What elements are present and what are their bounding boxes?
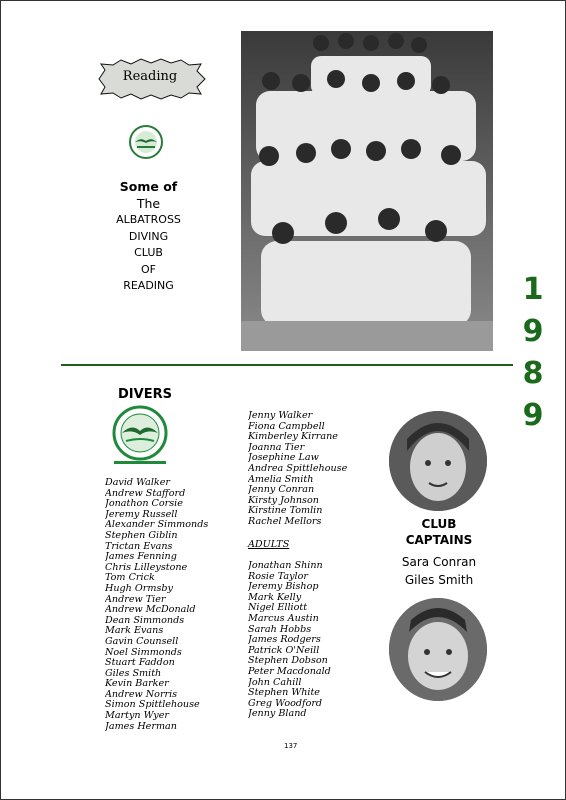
list-item: Noel Simmonds bbox=[105, 647, 182, 658]
list-item: Tom Crick bbox=[105, 573, 155, 584]
badge-label: Reading bbox=[122, 69, 178, 84]
title-line: The bbox=[136, 195, 161, 211]
albatross-badge-icon bbox=[129, 125, 163, 159]
title-line: READING bbox=[123, 279, 174, 292]
list-item: Hugh Ormsby bbox=[105, 583, 173, 594]
list-item: Jonathon Corsie bbox=[105, 499, 183, 510]
list-item: Fiona Campbell bbox=[248, 421, 325, 432]
club-title bbox=[101, 179, 196, 295]
divers-list bbox=[105, 478, 208, 732]
list-item: Mark Evans bbox=[105, 626, 164, 637]
list-item: John Cahill bbox=[248, 677, 302, 688]
list-item: Andrew Stafford bbox=[105, 488, 186, 499]
list-item: Stephen White bbox=[248, 688, 320, 699]
year-vertical bbox=[519, 269, 547, 437]
divers-list-2 bbox=[248, 411, 355, 528]
title-line: DIVING bbox=[128, 229, 169, 243]
year-digit: 9 bbox=[522, 398, 544, 433]
list-item: Dean Simmonds bbox=[105, 615, 185, 626]
list-item: Simon Spittlehouse bbox=[105, 700, 200, 711]
list-item: Joanna Tier bbox=[248, 442, 305, 453]
list-item: Marcus Austin bbox=[248, 613, 319, 624]
adults-heading: ADULTS bbox=[248, 539, 290, 550]
list-item: Stephen Giblin bbox=[105, 530, 178, 541]
list-item: Sarah Hobbs bbox=[248, 624, 312, 635]
list-item: Rachel Mellors bbox=[248, 516, 322, 527]
section-divider bbox=[61, 364, 513, 366]
albatross-crest-icon bbox=[108, 403, 172, 467]
reading-badge bbox=[91, 56, 209, 102]
list-item: Greg Woodford bbox=[248, 698, 323, 709]
list-item: James Herman bbox=[105, 721, 177, 732]
club-captains-heading bbox=[383, 517, 495, 548]
list-item: Stuart Faddon bbox=[105, 658, 175, 669]
list-item: Martyn Wyer bbox=[105, 711, 169, 722]
captain-name: Sara Conran bbox=[401, 555, 477, 569]
list-item: Nigel Elliott bbox=[248, 603, 308, 614]
list-item: Alexander Simmonds bbox=[105, 520, 209, 531]
list-item: Peter Macdonald bbox=[248, 666, 331, 677]
list-item: Kimberley Kirrane bbox=[248, 432, 338, 443]
year-digit: 8 bbox=[522, 356, 544, 391]
list-item: Andrew Norris bbox=[105, 689, 178, 700]
list-item: Rosie Taylor bbox=[248, 571, 308, 582]
list-item: Mark Kelly bbox=[248, 592, 302, 603]
list-item: James Fenning bbox=[105, 552, 177, 563]
captains-heading-line: CLUB bbox=[421, 517, 457, 531]
captains-heading-line: CAPTAINS bbox=[405, 532, 473, 547]
title-line: ALBATROSS bbox=[116, 213, 181, 226]
list-item: Stephen Dobson bbox=[248, 656, 328, 667]
list-item: Andrew Tier bbox=[105, 594, 166, 605]
title-line: OF bbox=[141, 262, 156, 276]
list-item: Jeremy Bishop bbox=[248, 582, 319, 593]
adults-list bbox=[248, 561, 355, 720]
group-photo bbox=[241, 31, 493, 351]
list-item: Kirsty Johnson bbox=[248, 495, 319, 506]
list-item: Chris Lilleystone bbox=[105, 562, 188, 573]
year-digit: 9 bbox=[522, 314, 544, 349]
list-item: Kirstine Tomlin bbox=[248, 506, 323, 517]
page-number: 137 bbox=[284, 742, 298, 750]
list-item: Jenny Bland bbox=[248, 709, 307, 720]
list-item: Trictan Evans bbox=[105, 541, 173, 552]
list-item: Patrick O'Neill bbox=[248, 645, 320, 656]
list-item: James Rodgers bbox=[248, 635, 321, 646]
title-line: Some of bbox=[119, 179, 178, 194]
list-item: Amelia Smith bbox=[248, 474, 314, 485]
list-item: Jenny Walker bbox=[248, 411, 313, 421]
list-item: Josephine Law bbox=[248, 453, 319, 464]
year-digit: 1 bbox=[522, 272, 544, 307]
list-item: Jonathan Shinn bbox=[248, 561, 323, 571]
list-item: Andrea Spittlehouse bbox=[248, 463, 348, 474]
divers-heading: DIVERS bbox=[118, 387, 172, 402]
list-item: Gavin Counsell bbox=[105, 636, 179, 647]
captain-photo-giles bbox=[389, 598, 487, 701]
list-item: Kevin Barker bbox=[105, 679, 169, 690]
captain-photo-sara bbox=[389, 411, 487, 511]
list-item: Giles Smith bbox=[105, 668, 162, 679]
list-item: Jenny Conran bbox=[248, 485, 315, 496]
list-item: Jeremy Russell bbox=[105, 509, 178, 520]
title-line: CLUB bbox=[134, 246, 163, 259]
list-item: David Walker bbox=[105, 478, 170, 488]
list-item: Andrew McDonald bbox=[105, 605, 196, 616]
captain-name: Giles Smith bbox=[404, 573, 474, 587]
